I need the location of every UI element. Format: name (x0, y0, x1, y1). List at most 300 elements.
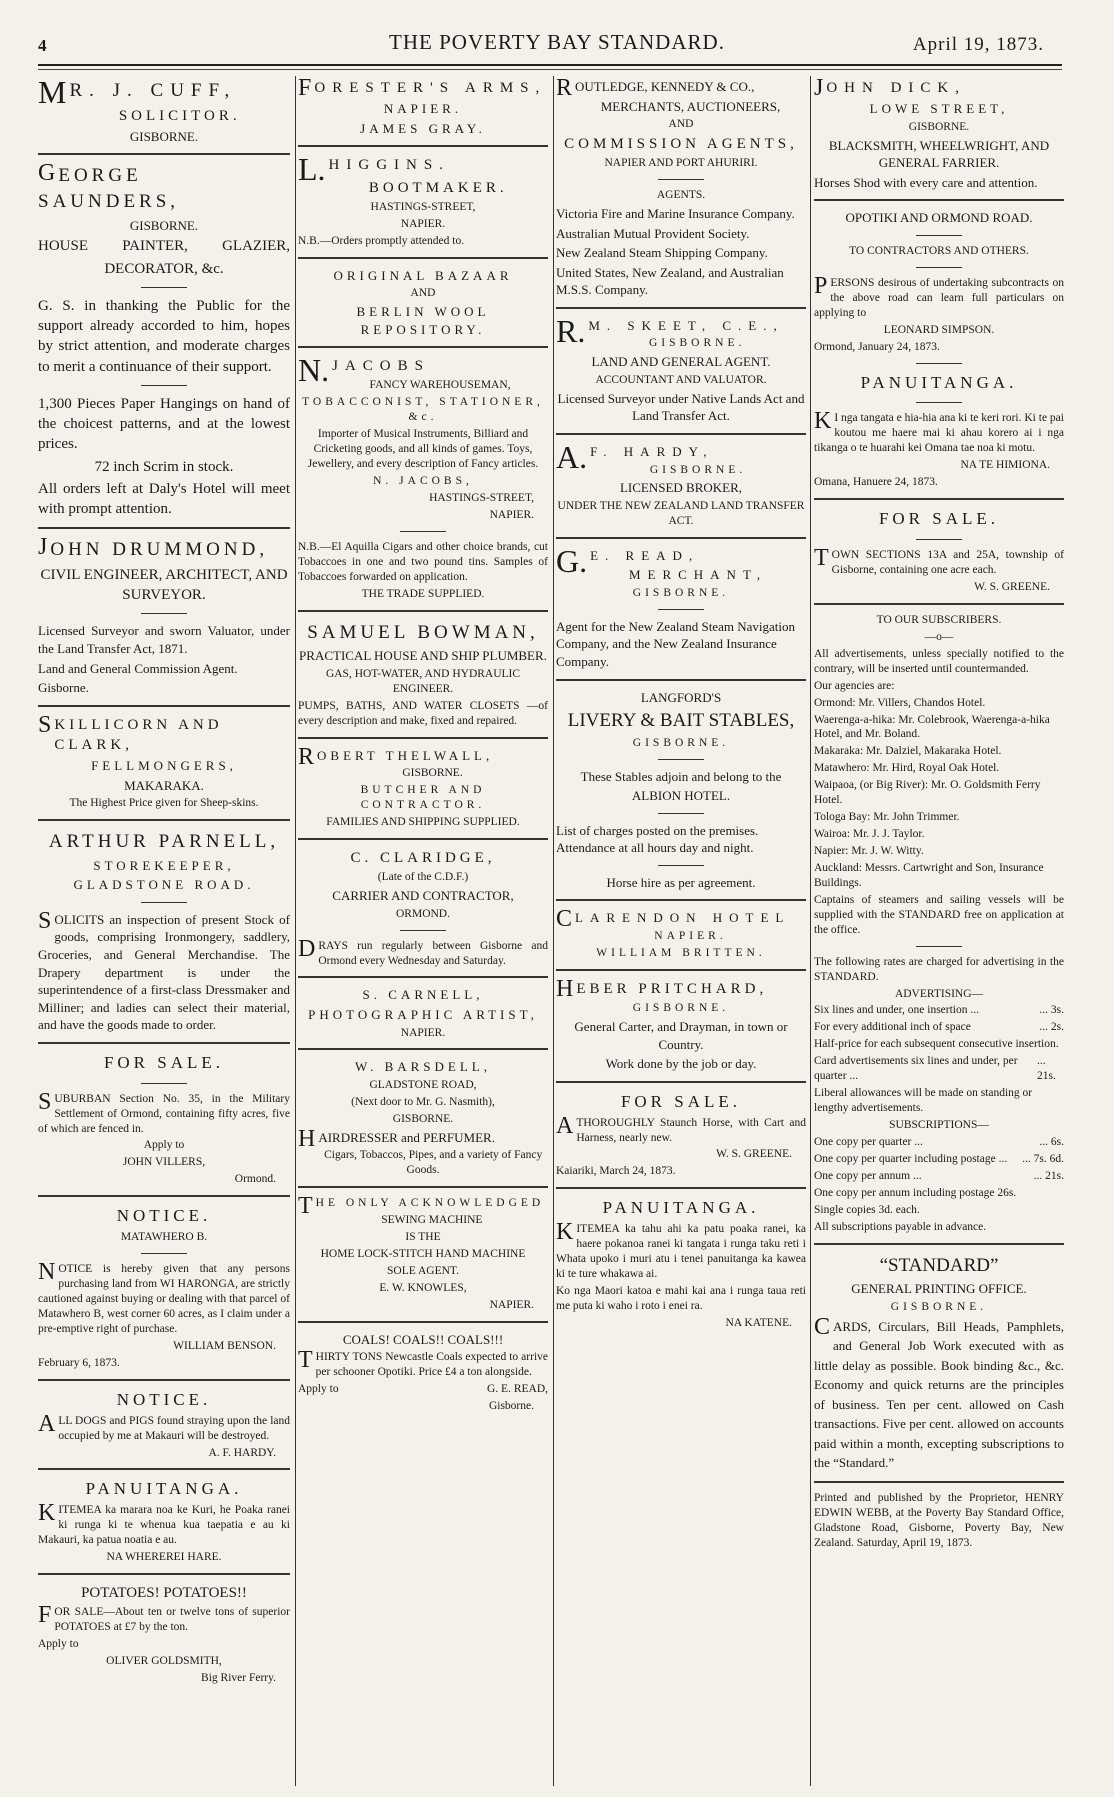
ad-text: OR SALE—About ten or twelve tons of superior POTATOES at £7 by the ton. (54, 1606, 290, 1634)
ad-signature: LEONARD SIMPSON. (883, 323, 995, 336)
rate-row (814, 1003, 1064, 1018)
ad-trade: LIVERY & BAIT STABLES, (567, 710, 795, 732)
drop-cap: S (38, 907, 52, 934)
ad-name: M. SKEET, C.E., (588, 317, 784, 333)
ad-place: GISBORNE. (129, 217, 199, 233)
agency-item: Victoria Fire and Marine Insurance Company. (556, 206, 795, 222)
ad-heading: POTATOES! POTATOES!! (81, 1585, 247, 1602)
divider (814, 1243, 1064, 1245)
divider (814, 498, 1064, 500)
agency-item: New Zealand Steam Shipping Company. (556, 245, 768, 261)
ad-signature: W. S. GREENE. (716, 1148, 792, 1161)
ad-signature: G. E. READ, (486, 1383, 548, 1396)
divider (38, 153, 290, 155)
divider (38, 527, 290, 529)
ad-trade: AIRDRESSER and PERFUMER. (318, 1129, 495, 1145)
ad-signature: WILLIAM BENSON. (173, 1339, 276, 1352)
rate-label: One copy per quarter including postage ... (814, 1152, 1008, 1165)
divider (916, 363, 962, 364)
ad-sewing-machine (298, 1193, 548, 1313)
ad-text: 1,300 Pieces Paper Hangings on hand of the choicest patterns, and at the lowest prices. (38, 395, 290, 453)
ad-forsale-sections (814, 508, 1064, 595)
ad-heading: PANUITANGA. (860, 372, 1018, 392)
ad-trade: PAINTER, (122, 238, 188, 255)
divider (556, 1081, 806, 1083)
ad-text: Apply to (298, 1383, 339, 1396)
ad-trade: FANCY WAREHOUSEMAN, (369, 379, 511, 392)
divider (556, 969, 806, 971)
divider (658, 759, 704, 760)
drop-cap: K (556, 1219, 574, 1246)
ad-text: ARDS, Circulars, Bill Heads, Pamphlets, and General Job Work executed with as little delay as possible. Book binding &c., &c. Economy and quick returns are the principles of business. Ten per cent. allowed on Cash transactions. Five per cent. allowed on accounts paid within a month, excepting subscriptions to the “Standard.” (814, 1318, 1064, 1471)
header-rule (38, 64, 1062, 66)
divider (298, 1048, 548, 1050)
ad-name: SAMUEL BOWMAN, (307, 621, 539, 643)
ad-place: Ormond. (234, 1173, 276, 1186)
ad-place: GISBORNE. (632, 1002, 730, 1015)
page-number: 4 (38, 36, 47, 55)
ad-place: NAPIER. (400, 1026, 446, 1039)
divider (658, 179, 704, 180)
ad-trade: FELLMONGERS, (91, 758, 237, 774)
ad-name: EORGE SAUNDERS, (38, 165, 180, 213)
drop-cap: L. (298, 151, 326, 188)
ad-text: Horses Shod with every care and attention. (814, 174, 1038, 190)
divider (556, 307, 806, 309)
agency-item: Waerenga-a-hika: Mr. Colebrook, Waerenga-a-hika Hotel, and Mr. Boland. (814, 713, 1050, 741)
section-heading: TO OUR SUBSCRIBERS. (876, 613, 1002, 626)
ad-name: HIGGINS. (328, 157, 450, 174)
rate-row (814, 1135, 1064, 1150)
ad-text: HIRTY TONS Newcastle Coals expected to arrive per schooner Opotiki. Price £4 a ton alongside. (315, 1351, 548, 1379)
drop-cap: N. (298, 352, 330, 389)
divider (38, 1195, 290, 1197)
ad-text: Agent for the New Zealand Steam Navigation Company, and the New Zealand Insurance Company. (556, 618, 795, 669)
rate-value: ... 7s. 6d. (1022, 1152, 1064, 1165)
ad-text: RAYS run regularly between Gisborne and Ormond every Wednesday and Saturday. (318, 939, 548, 967)
ad-text: AND (410, 287, 436, 300)
agency-item: Ormond: Mr. Villers, Chandos Hotel. (814, 696, 986, 709)
ad-higgins (298, 151, 548, 248)
drop-cap: J (38, 534, 48, 561)
ornament: —o— (924, 630, 954, 643)
column-4 (814, 76, 1064, 1786)
divider (141, 1253, 187, 1254)
divider (658, 865, 704, 866)
drop-cap: S (38, 1088, 52, 1115)
ad-signature: JOHN VILLERS, (122, 1156, 206, 1169)
ad-place: GISBORNE. (402, 767, 463, 780)
column-divider (810, 76, 811, 1786)
rate-value: ... 6s. (1039, 1135, 1064, 1148)
divider (298, 1186, 548, 1188)
ad-place: GISBORNE. (908, 120, 970, 133)
drop-cap: T (298, 1347, 313, 1374)
ad-barsdell (298, 1058, 548, 1178)
ad-panuitanga-1 (38, 1478, 290, 1565)
ad-text: The Highest Price given for Sheep-skins. (69, 797, 259, 810)
ad-panuitanga-4 (814, 372, 1064, 491)
ad-heading: PANUITANGA. (602, 1198, 760, 1218)
ad-signature: NA KATENE. (725, 1316, 792, 1329)
divider (814, 199, 1064, 201)
rate-row (814, 1152, 1064, 1167)
agency-item: Makaraka: Mr. Dalziel, Makaraka Hotel. (814, 745, 1002, 758)
ad-clarendon (556, 906, 806, 960)
divider (916, 539, 962, 540)
ad-name: OHN DICK, (826, 80, 967, 96)
column-3 (556, 76, 806, 1786)
agency-item: Wairoa: Mr. J. J. Taylor. (814, 828, 925, 841)
ad-name: S. CARNELL, (362, 987, 484, 1003)
ad-date: Ormond, January 24, 1873. (814, 340, 940, 353)
divider (916, 402, 962, 403)
ad-jacobs (298, 352, 548, 601)
divider (38, 1573, 290, 1575)
ad-place: GISBORNE. (648, 337, 746, 350)
ad-langford (556, 689, 806, 892)
ad-text: HOME LOCK-STITCH HAND MACHINE (320, 1248, 526, 1261)
ad-text: UNDER THE NEW ZEALAND LAND TRANSFER ACT. (557, 499, 805, 527)
ad-pritchard (556, 975, 806, 1073)
ad-original-bazaar (298, 267, 548, 339)
ad-street: GLADSTONE ROAD, (369, 1079, 477, 1092)
ad-text: LL DOGS and PIGS found straying upon the land occupied by me at Makauri will be destroyed. (58, 1414, 290, 1442)
drop-cap: K (814, 408, 832, 435)
imprint: Printed and published by the Proprietor, HENRY EDWIN WEBB, at the Poverty Bay Standard Office, Gladstone Road, Gisborne, Poverty Bay, New Zealand. Saturday, April 19, 1873. (814, 1491, 1064, 1549)
ad-drummond (38, 534, 290, 696)
rate-row: One copy per annum including postage 26s. (814, 1186, 1017, 1199)
agency-item: Tologa Bay: Mr. John Trimmer. (814, 811, 960, 824)
ad-name: OHN DRUMMOND, (50, 539, 269, 561)
ad-cuff (38, 78, 290, 145)
drop-cap: J (814, 76, 824, 101)
divider (298, 838, 548, 840)
ad-text: (Next door to Mr. G. Nasmith), (351, 1095, 495, 1108)
ad-text: IS THE (405, 1231, 441, 1244)
agency-item: Auckland: Messrs. Cartwright and Son, Insurance Buildings. (814, 861, 1044, 889)
ad-text: General Carter, and Drayman, in town or Country. (574, 1019, 788, 1052)
newspaper-title: THE POVERTY BAY STANDARD. (389, 30, 725, 54)
ad-text: HE ONLY ACKNOWLEDGED (315, 1197, 545, 1210)
ad-text: All orders left at Daly's Hotel will meet with prompt attention. (38, 480, 290, 518)
ad-signature: N. JACOBS, (373, 475, 473, 488)
ad-read (556, 542, 806, 671)
rate-value: ... 3s. (1039, 1004, 1064, 1017)
drop-cap: A. (556, 438, 588, 475)
header-rule-thin (38, 69, 1062, 70)
ad-text: UBURBAN Section No. 35, in the Military Settlement of Ormond, containing fifty acres, five of which are fenced in. (38, 1092, 290, 1135)
drop-cap: M (38, 76, 67, 110)
rate-row: All subscriptions payable in advance. (814, 1220, 987, 1233)
ad-text: Licensed Surveyor and sworn Valuator, under the Land Transfer Act, 1871. (38, 623, 290, 656)
ad-foresters-arms (298, 78, 548, 137)
ad-skeet (556, 312, 806, 425)
agency-item: Waipaoa, (or Big River): Mr. O. Goldsmith Ferry Hotel. (814, 779, 1041, 807)
divider (400, 930, 446, 931)
rate-row (814, 1169, 1064, 1184)
ad-trade: COMMISSION AGENTS, (564, 136, 798, 153)
ad-name: C. CLARIDGE, (350, 849, 496, 866)
ad-place: NAPIER. (489, 1298, 534, 1311)
divider (141, 287, 187, 288)
ad-place: GISBORNE. (392, 1112, 454, 1125)
rate-row: Liberal allowances will be made on standing or lengthy advertisements. (814, 1087, 1033, 1115)
divider (38, 1468, 290, 1470)
ad-trade: LICENSED BROKER, (619, 480, 743, 496)
ad-trade: MERCHANTS, AUCTIONEERS, (600, 98, 781, 114)
ad-name: F. HARDY, (590, 443, 714, 459)
ad-subheading: TO CONTRACTORS AND OTHERS. (849, 244, 1029, 257)
ad-text: Land and General Commission Agent. (38, 660, 238, 676)
ad-trade: PHOTOGRAPHIC ARTIST, (308, 1007, 538, 1022)
divider (556, 433, 806, 435)
ad-forsale (38, 1052, 290, 1188)
rate-value: ... 21s. (1033, 1169, 1064, 1182)
masthead (0, 0, 1114, 62)
divider (141, 902, 187, 903)
ad-text: THE TRADE SUPPLIED. (361, 587, 485, 600)
ad-text: OTICE is hereby given that any persons purchasing land from WI HARONGA, are strictly cautioned against buying or dealing with that parcel of Matawhero B, west corner 60 acres, as I claim under a pre-emptive right of purchase. (38, 1263, 290, 1335)
ad-signature: NA TE HIMIONA. (960, 459, 1050, 472)
ad-street: HASTINGS-STREET, (429, 492, 534, 505)
ad-subheading: AGENTS. (656, 189, 706, 202)
ad-text: Licensed Surveyor under Native Lands Act and Land Transfer Act. (557, 390, 805, 424)
ad-text: ITEMEA ka tahu ahi ka patu poaka ranei, ka haere pokanoa ranei ki tangata i runga taku reti i Whata upoko i muri atu i tenei panuitanga ka kawea ki te ture whakawa ai. (556, 1223, 806, 1281)
ad-text: N.B.—El Aquilla Cigars and other choice brands, cut Tobaccoes in one and two pound tins. Samples of Tobaccoes forwarded on application. (298, 540, 548, 583)
drop-cap: H (298, 1125, 316, 1152)
ad-title: CIVIL ENGINEER, ARCHITECT, AND SURVEYOR. (40, 566, 288, 604)
ad-text: Apply to (38, 1638, 79, 1651)
rate-label: One copy per annum ... (814, 1169, 922, 1182)
ad-bowman (298, 620, 548, 729)
ad-place: GLADSTONE ROAD. (73, 877, 255, 893)
divider (298, 145, 548, 147)
drop-cap: F (38, 1602, 52, 1629)
divider (916, 235, 962, 236)
ad-text: Ko nga Maori katoa e mahi kai ana i runga taua reti me puta ki waho i roto i enei ra. (556, 1285, 806, 1312)
divider (556, 1187, 806, 1189)
ad-trade: STOREKEEPER, (93, 857, 235, 873)
rate-label: Card advertisements six lines and under, per quarter ... (814, 1055, 1018, 1083)
divider (556, 899, 806, 901)
divider (298, 610, 548, 612)
divider (141, 1083, 187, 1084)
ad-place: NAPIER. (383, 101, 463, 117)
divider (400, 531, 446, 532)
ad-saunders (38, 160, 290, 519)
ad-text: OLICITS an inspection of present Stock of goods, comprising Ironmongery, saddlery, Groceries, and General Merchandise. The Drapery department is under the superintendence of a first-class Dressmaker and Milliner; and ladies can select their material, and have the goods made to order. (38, 911, 290, 1033)
ad-trade: GENERAL PRINTING OFFICE. (851, 1281, 1027, 1297)
rate-row: Single copies 3d. each. (814, 1203, 920, 1216)
divider (298, 346, 548, 348)
rate-row: Half-price for each subsequent consecutive insertion. (814, 1038, 1059, 1051)
ad-date: February 6, 1873. (38, 1356, 120, 1369)
ad-name: LANGFORD'S (640, 689, 722, 705)
ad-signature: E. W. KNOWLES, (379, 1281, 467, 1294)
drop-cap: R (298, 743, 315, 770)
divider (298, 737, 548, 739)
divider (556, 537, 806, 539)
ad-trade: BLACKSMITH, WHEELWRIGHT, AND GENERAL FARRIER. (828, 137, 1050, 171)
ad-name: ORESTER'S ARMS, (314, 80, 547, 96)
ad-text: ERSONS desirous of undertaking subcontracts on the above road can learn full particulars on applying to (814, 276, 1064, 319)
divider (556, 679, 806, 681)
rate-value: ... 21s. (1036, 1055, 1056, 1083)
ad-name: OBERT THELWALL, (317, 747, 494, 763)
ad-text: Apply to (143, 1139, 185, 1152)
drop-cap: C (814, 1313, 831, 1340)
divider (298, 1321, 548, 1323)
divider (298, 257, 548, 259)
ad-text: PUMPS, BATHS, AND WATER CLOSETS —of every description and make, fixed and repaired. (298, 699, 548, 727)
agency-item: United States, New Zealand, and Australian M.S.S. Company. (556, 264, 784, 298)
ad-signature: A. F. HARDY. (208, 1446, 276, 1459)
divider (814, 603, 1064, 605)
drop-cap: N (38, 1259, 56, 1286)
ad-heading: COALS! COALS!! COALS!!! (342, 1331, 504, 1347)
ad-text: Importer of Musical Instruments, Billiard and Cricketing goods, and all kinds of games. Toys, Jewellery, and every description of Fancy articles. (307, 428, 539, 471)
agency-item: Australian Mutual Provident Society. (556, 225, 750, 241)
ad-trade: BOOTMAKER. (368, 179, 508, 196)
ad-panuitanga-3 (556, 1197, 806, 1331)
ad-subheading: MATAWHERO B. (120, 1231, 208, 1244)
divider (38, 1379, 290, 1381)
ad-name: EBER PRITCHARD, (576, 980, 768, 997)
ad-skillicorn (38, 711, 290, 812)
agency-item: Napier: Mr. J. W. Witty. (814, 845, 924, 858)
ad-name: OUTLEDGE, KENNEDY & CO., (575, 79, 755, 94)
ad-street: LOWE STREET, (869, 101, 1009, 117)
ad-place: GISBORNE. (649, 463, 747, 476)
ad-text: G. S. in thanking the Public for the support already accorded to him, hopes by strict attention, and moderate charges to merit a continuance of their support. (38, 297, 290, 375)
ad-place: ORMOND. (396, 907, 450, 920)
drop-cap: R. (556, 312, 586, 349)
ad-trade: HOUSE (38, 238, 89, 255)
ad-heading: FOR SALE. (103, 1052, 225, 1072)
rate-value: ... 2s. (1039, 1021, 1064, 1034)
ad-place: NAPIER AND PORT AHURIRI. (604, 157, 758, 170)
ad-signature: W. S. GREENE. (974, 580, 1050, 593)
notice-text: Captains of steamers and sailing vessels will be supplied with the STANDARD free on application at the office. (814, 893, 1064, 936)
drop-cap: C (556, 906, 573, 933)
ad-text: ALBION HOTEL. (631, 788, 731, 804)
ad-trade: BUTCHER AND CONTRACTOR. (360, 784, 486, 812)
drop-cap: T (814, 545, 829, 572)
ad-place: GISBORNE. (632, 586, 730, 599)
drop-cap: H (556, 975, 574, 1002)
drop-cap: A (556, 1112, 574, 1139)
rate-row (814, 1020, 1064, 1035)
notice-text: The following rates are charged for advertising in the STANDARD. (814, 955, 1064, 983)
ad-thelwall (298, 743, 548, 830)
ad-heading: FOR SALE. (878, 509, 1000, 529)
ad-carnell (298, 986, 548, 1040)
ad-place: Gisborne. (38, 680, 89, 696)
issue-date: April 19, 1873. (912, 34, 1044, 55)
agency-item: Matawhero: Mr. Hird, Royal Oak Hotel. (814, 762, 1000, 775)
ad-place: Gisborne. (488, 1400, 534, 1413)
ad-name: ORIGINAL BAZAAR (333, 267, 513, 283)
ad-parnell (38, 829, 290, 1034)
ad-text: ITEMEA ka marara noa ke Kuri, he Poaka ranei ki runga ki te whenua kua taepatia e au ki Makauri, ka patua noatia e au. (38, 1504, 290, 1547)
ad-notice-matawhero (38, 1205, 290, 1370)
ad-trade: TOBACCONIST, STATIONER, &c. (302, 396, 544, 424)
ad-text: 72 inch Scrim in stock. (94, 458, 234, 475)
ad-text: List of charges posted on the premises. Attendance at all hours day and night. (556, 822, 759, 856)
drop-cap: A (38, 1410, 56, 1437)
ad-heading: NOTICE. (116, 1389, 212, 1409)
ad-trade: ACCOUNTANT AND VALUATOR. (595, 373, 767, 386)
ad-claridge (298, 848, 548, 969)
divider (916, 267, 962, 268)
ad-notice-dogs (38, 1389, 290, 1461)
divider (38, 1042, 290, 1044)
divider (814, 1481, 1064, 1483)
ad-name: KILLICORN AND CLARK, (54, 716, 223, 753)
ad-trade: GLAZIER, (222, 238, 290, 255)
divider (916, 946, 962, 947)
ad-name: LARENDON HOTEL (575, 910, 791, 926)
column-1 (38, 76, 290, 1786)
ad-trade: LAND AND GENERAL AGENT. (591, 354, 771, 370)
ad-text: FAMILIES AND SHIPPING SUPPLIED. (326, 815, 520, 828)
ad-heading: OPOTIKI AND ORMOND ROAD. (845, 210, 1033, 226)
ad-routledge-kennedy (556, 78, 806, 299)
notice-text: All advertisements, unless specially notified to the contrary, will be inserted until countermanded. (814, 647, 1064, 675)
drop-cap: G (38, 160, 56, 187)
divider (38, 705, 290, 707)
ad-place: GISBORNE. (890, 1300, 988, 1313)
ad-name: JACOBS (332, 358, 430, 375)
ad-place: Big River Ferry. (201, 1672, 276, 1685)
ad-heading: PANUITANGA. (85, 1479, 243, 1499)
ad-trade: PRACTICAL HOUSE AND SHIP PLUMBER. (299, 648, 547, 664)
ad-text: Cigars, Tobaccos, Pipes, and a variety of Fancy Goods. (324, 1149, 543, 1177)
ad-place: NAPIER. (400, 217, 446, 230)
ad-signature: NA WHEREREI HARE. (106, 1551, 222, 1564)
ad-date: Kaiariki, March 24, 1873. (556, 1165, 676, 1178)
ad-text: OWN SECTIONS 13A and 25A, township of Gisborne, containing one acre each. (831, 549, 1064, 577)
ad-dick (814, 78, 1064, 191)
drop-cap: T (298, 1193, 313, 1220)
ad-trade: GAS, HOT-WATER, AND HYDRAULIC ENGINEER. (325, 667, 521, 695)
ad-text: THOROUGHLY Staunch Horse, with Cart and Harness, nearly new. (576, 1116, 806, 1144)
drop-cap: P (814, 272, 828, 299)
ad-title: SOLICITOR. (118, 107, 241, 124)
ad-heading: NOTICE. (116, 1206, 212, 1226)
ad-name: ARTHUR PARNELL, (48, 831, 280, 853)
drop-cap: D (298, 935, 316, 962)
column-divider (295, 76, 296, 1786)
ad-text: AND (668, 118, 694, 131)
drop-cap: S (38, 711, 52, 738)
divider (298, 976, 548, 978)
ad-signature: OLIVER GOLDSMITH, (106, 1655, 222, 1668)
drop-cap: K (38, 1500, 56, 1527)
rates-heading: SUBSCRIPTIONS— (889, 1119, 989, 1132)
ad-text: I nga tangata e hia-hia ana ki te keri rori. Ki te pai koutou me haere mai ki ahau korero ai i nga tikanga o te huarahi kei Omana tae noa ki motu. (814, 412, 1064, 455)
rate-label: For every additional inch of space (814, 1021, 971, 1034)
ad-place: GISBORNE. (129, 128, 199, 144)
ad-heading: FOR SALE. (620, 1091, 742, 1111)
ad-trade: MERCHANT, (628, 567, 768, 583)
ad-owner: JAMES GRAY. (360, 120, 486, 136)
drop-cap: R (556, 76, 573, 101)
rate-label: Six lines and under, one insertion ... (814, 1004, 979, 1017)
ad-coals (298, 1331, 548, 1414)
ad-opotiki-road (814, 209, 1064, 354)
